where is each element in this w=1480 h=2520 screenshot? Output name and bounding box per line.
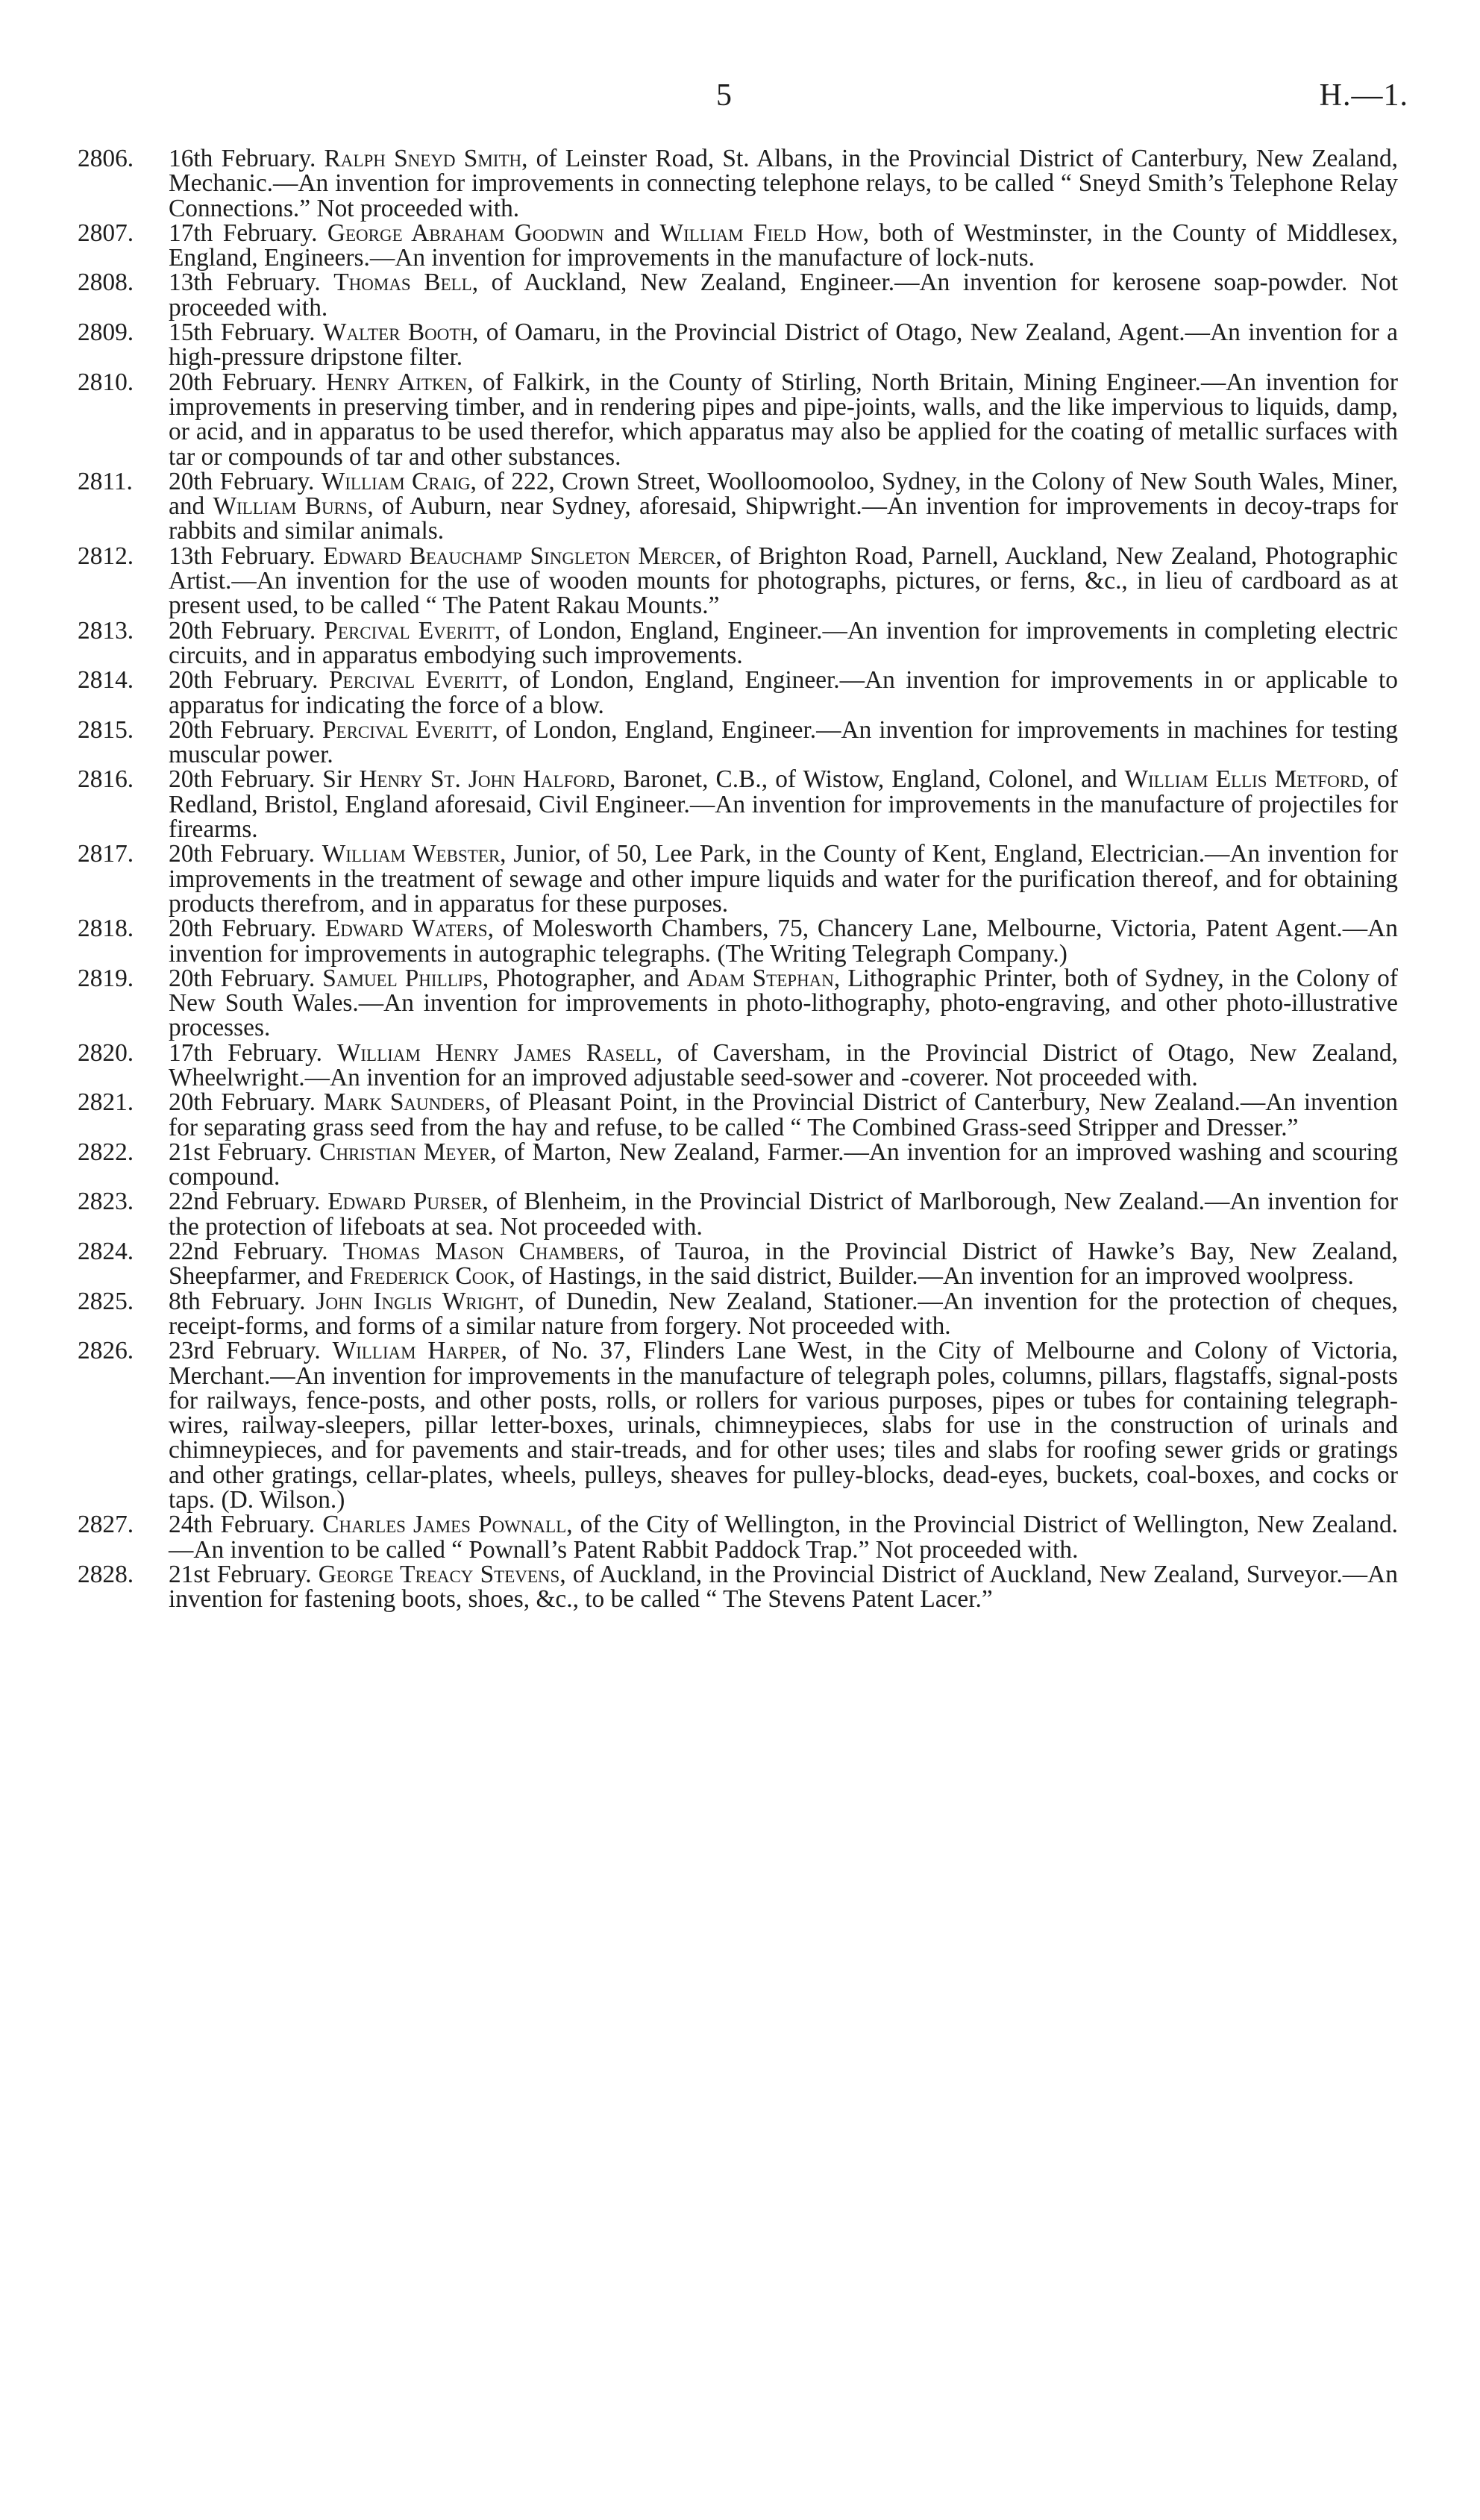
applicant-name: Charles James Pownall — [322, 1511, 567, 1539]
applicant-name: Ralph Sneyd Smith — [324, 145, 522, 172]
patent-entries-list — [78, 146, 1398, 1612]
entry-number: 2814. — [78, 666, 134, 695]
list-item — [78, 1038, 1398, 1091]
entry-text: 20th February. William Craig, of 222, Crown Street, Woolloomooloo, Sydney, in the Colony of New South Wales, Miner, and William Burns, of Auburn, near Sydney, aforesaid, Shipwright.—An invention for improvements in decoy-traps for rabbits and similar animals. — [169, 467, 1399, 545]
list-item — [78, 1562, 1398, 1612]
list-item — [78, 221, 1398, 271]
page-number: 5 — [716, 78, 732, 113]
list-item — [78, 1239, 1398, 1289]
list-item — [78, 544, 1398, 618]
document-reference: H.—1. — [1319, 78, 1408, 113]
entry-text: 23rd February. William Harper, of No. 37, Flinders Lane West, in the City of Melbourne and Colony of Victoria, Merchant.—An invention for improvements in the manufacture of telegraph poles, columns, pillars, flagstaffs, signal-posts for railways, fence-posts, and other posts, rolls, or rollers for various purposes, pipes or tubes for containing telegraph-wires, railway-sleepers, pillar letter-boxes, urinals, chimneypieces, slabs for use in the construction of urinals and chimneypieces, and for pavements and stair-treads, and for other uses; tiles and slabs for roofing sewer grids or gratings and other gratings, cellar-plates, wheels, pulleys, sheaves for pulley-blocks, dead-eyes, buckets, coal-boxes, and cocks or taps. (D. Wilson.) — [169, 1337, 1398, 1514]
list-item — [78, 1512, 1398, 1562]
entry-text: 21st February. George Treacy Stevens, of Auckland, in the Provincial District of Auckland, New Zealand, Surveyor.—An invention for fastening boots, shoes, &c., to be called “ The Stevens Patent Lacer.” — [169, 1560, 1398, 1614]
entry-text: 20th February. Mark Saunders, of Pleasant Point, in the Provincial District of Canterbury, New Zealand.—An invention for separating grass seed from the hay and refuse, to be called “ The Combined Grass-seed Stripper and Dresser.” — [169, 1088, 1398, 1141]
entry-number: 2826. — [78, 1337, 134, 1365]
applicant-name: Edward Purser — [327, 1188, 483, 1216]
applicant-name: Henry Aitken — [325, 368, 468, 396]
applicant-name: Samuel Phillips — [322, 964, 483, 992]
applicant-name: Adam Stephan — [686, 964, 834, 992]
entry-number: 2810. — [78, 368, 134, 396]
applicant-name: William Field How — [659, 219, 863, 247]
list-item — [78, 1289, 1398, 1339]
entry-text: 8th February. John Inglis Wright, of Dunedin, New Zealand, Stationer.—An invention for the protection of cheques, receipt-forms, and forms of a similar nature from forgery. Not proceeded with. — [169, 1287, 1399, 1340]
entry-text: 20th February. Percival Everitt, of London, England, Engineer.—An invention for improvements in machines for testing muscular power. — [169, 715, 1398, 769]
applicant-name: Christian Meyer — [319, 1138, 491, 1166]
applicant-name: George Treacy Stevens — [318, 1560, 560, 1588]
entry-text: 22nd February. Thomas Mason Chambers, of Tauroa, in the Provincial District of Hawke’s Bay, New Zealand, Sheepfarmer, and Frederick Cook, of Hastings, in the said district, Builder.—An invention for an improved woolpress. — [169, 1238, 1398, 1291]
applicant-name: Edward Waters — [324, 915, 488, 943]
list-item — [78, 320, 1398, 370]
list-item — [78, 668, 1398, 718]
entry-text: 21st February. Christian Meyer, of Marton, New Zealand, Farmer.—An invention for an improved washing and scouring compound. — [169, 1138, 1398, 1191]
entry-text: 20th February. Samuel Phillips, Photographer, and Adam Stephan, Lithographic Printer, both of Sydney, in the Colony of New South Wales.—An invention for improvements in photo-lithography, photo-engraving, and other photo-illustrative processes. — [169, 964, 1398, 1042]
entry-text: 20th February. Edward Waters, of Molesworth Chambers, 75, Chancery Lane, Melbourne, Victoria, Patent Agent.—An invention for improvements in autographic telegraphs. (The Writing Telegraph Company.) — [169, 915, 1398, 968]
entry-number: 2809. — [78, 319, 134, 347]
entry-number: 2828. — [78, 1560, 134, 1588]
applicant-name: Percival Everitt — [324, 616, 495, 645]
page-header — [0, 78, 1480, 122]
list-item — [78, 715, 1398, 769]
applicant-name: Percival Everitt — [328, 666, 502, 695]
applicant-name: William Craig — [321, 467, 471, 495]
entry-number: 2822. — [78, 1138, 134, 1166]
entry-number: 2819. — [78, 964, 134, 992]
entry-number: 2824. — [78, 1238, 134, 1266]
applicant-name: George Abraham Goodwin — [327, 219, 604, 247]
entry-number: 2827. — [78, 1511, 134, 1539]
applicant-name: John Inglis Wright — [316, 1287, 518, 1315]
applicant-name: Thomas Mason Chambers — [342, 1238, 619, 1266]
list-item — [78, 1090, 1398, 1140]
list-item — [78, 765, 1398, 844]
applicant-name: Edward Beauchamp Singleton Mercer — [323, 542, 716, 570]
entry-number: 2825. — [78, 1287, 134, 1315]
entry-text: 20th February. Henry Aitken, of Falkirk, in the County of Stirling, North Britain, Mining Engineer.—An invention for improvements in preserving timber, and in rendering pipes and pipe-joints, walls, and the like impervious to liquids, damp, or acid, and in apparatus to be used therefor, which apparatus may also be applied for the coating of metallic surfaces with tar or compounds of tar and other substances. — [169, 368, 1398, 471]
entry-text: 20th February. Percival Everitt, of London, England, Engineer.—An invention for improvements in or applicable to apparatus for indicating the force of a blow. — [169, 666, 1398, 719]
applicant-name: Walter Booth — [322, 319, 472, 347]
applicant-name: Thomas Bell — [333, 269, 472, 297]
applicant-name: Mark Saunders — [323, 1088, 486, 1117]
list-item — [78, 146, 1398, 221]
entry-number: 2821. — [78, 1088, 134, 1117]
entry-number: 2816. — [78, 765, 134, 794]
entry-number: 2807. — [78, 219, 134, 247]
entry-text: 20th February. William Webster, Junior, of 50, Lee Park, in the County of Kent, England, Electrician.—An invention for improvements in the treatment of sewage and other impure liquids and water for the purification thereof, and for obtaining products therefrom, and in apparatus for these purposes. — [169, 840, 1398, 918]
list-item — [78, 618, 1398, 668]
applicant-name: William Henry James Rasell — [336, 1038, 656, 1067]
entry-text: 13th February. Thomas Bell, of Auckland, New Zealand, Engineer.—An invention for kerosene soap-powder. Not proceeded with. — [169, 269, 1398, 322]
entry-number: 2817. — [78, 840, 134, 868]
list-item — [78, 1189, 1398, 1239]
entry-text: 15th February. Walter Booth, of Oamaru, in the Provincial District of Otago, New Zealand, Agent.—An invention for a high-pressure dripstone filter. — [169, 319, 1398, 372]
applicant-name: William Webster — [322, 840, 501, 868]
entry-number: 2818. — [78, 915, 134, 943]
entry-text: 20th February. Percival Everitt, of London, England, Engineer.—An invention for improvements in completing electric circuits, and in apparatus embodying such improvements. — [169, 616, 1398, 669]
applicant-name: William Harper — [332, 1337, 501, 1365]
entry-number: 2813. — [78, 616, 134, 645]
list-item — [78, 841, 1398, 916]
applicant-name: Henry St. John Halford — [359, 765, 609, 794]
list-item — [78, 1338, 1398, 1512]
entry-text: 13th February. Edward Beauchamp Singleton Mercer, of Brighton Road, Parnell, Auckland, New Zealand, Photographic Artist.—An invention for the use of wooden mounts for photographs, pictures, or ferns, &c., in lieu of cardboard as at present used, to be called “ The Patent Rakau Mounts.” — [169, 542, 1398, 620]
entry-text: 17th February. George Abraham Goodwin and William Field How, both of Westminster, in the County of Middlesex, England, Engineers.—An invention for improvements in the manufacture of lock-nuts. — [169, 219, 1398, 272]
entry-number: 2823. — [78, 1188, 134, 1216]
list-item — [78, 916, 1398, 966]
applicant-name: William Ellis Metford — [1124, 765, 1364, 794]
applicant-name: Percival Everitt — [322, 715, 492, 744]
entry-number: 2808. — [78, 269, 134, 297]
applicant-name: William Burns — [213, 492, 368, 521]
list-item — [78, 370, 1398, 469]
list-item — [78, 1140, 1398, 1190]
entry-text: 24th February. Charles James Pownall, of the City of Wellington, in the Provincial District of Wellington, New Zealand.—An invention to be called “ Pownall’s Patent Rabbit Paddock Trap.” Not proceeded with. — [169, 1511, 1398, 1564]
applicant-name: Frederick Cook — [349, 1262, 509, 1291]
entry-number: 2811. — [78, 467, 133, 495]
entry-text: 16th February. Ralph Sneyd Smith, of Leinster Road, St. Albans, in the Provincial District of Canterbury, New Zealand, Mechanic.—An invention for improvements in connecting telephone relays, to be called “ Sneyd Smith’s Telephone Relay Connections.” Not proceeded with. — [169, 145, 1398, 222]
entry-number: 2815. — [78, 715, 134, 744]
list-item — [78, 469, 1398, 544]
entry-number: 2820. — [78, 1038, 134, 1067]
list-item — [78, 270, 1398, 320]
entry-text: 17th February. William Henry James Rasell, of Caversham, in the Provincial District of Otago, New Zealand, Wheelwright.—An invention for an improved adjustable seed-sower and -coverer. Not proceeded with. — [169, 1038, 1398, 1091]
entry-text: 22nd February. Edward Purser, of Blenheim, in the Provincial District of Marlborough, New Zealand.—An invention for the protection of lifeboats at sea. Not proceeded with. — [169, 1188, 1398, 1241]
list-item — [78, 966, 1398, 1041]
entry-number: 2812. — [78, 542, 134, 570]
entry-text: 20th February. Sir Henry St. John Halford, Baronet, C.B., of Wistow, England, Colonel, and William Ellis Metford, of Redland, Bristol, England aforesaid, Civil Engineer.—An invention for improvements in the manufacture of projectiles for firearms. — [169, 765, 1398, 844]
entry-number: 2806. — [78, 145, 134, 172]
